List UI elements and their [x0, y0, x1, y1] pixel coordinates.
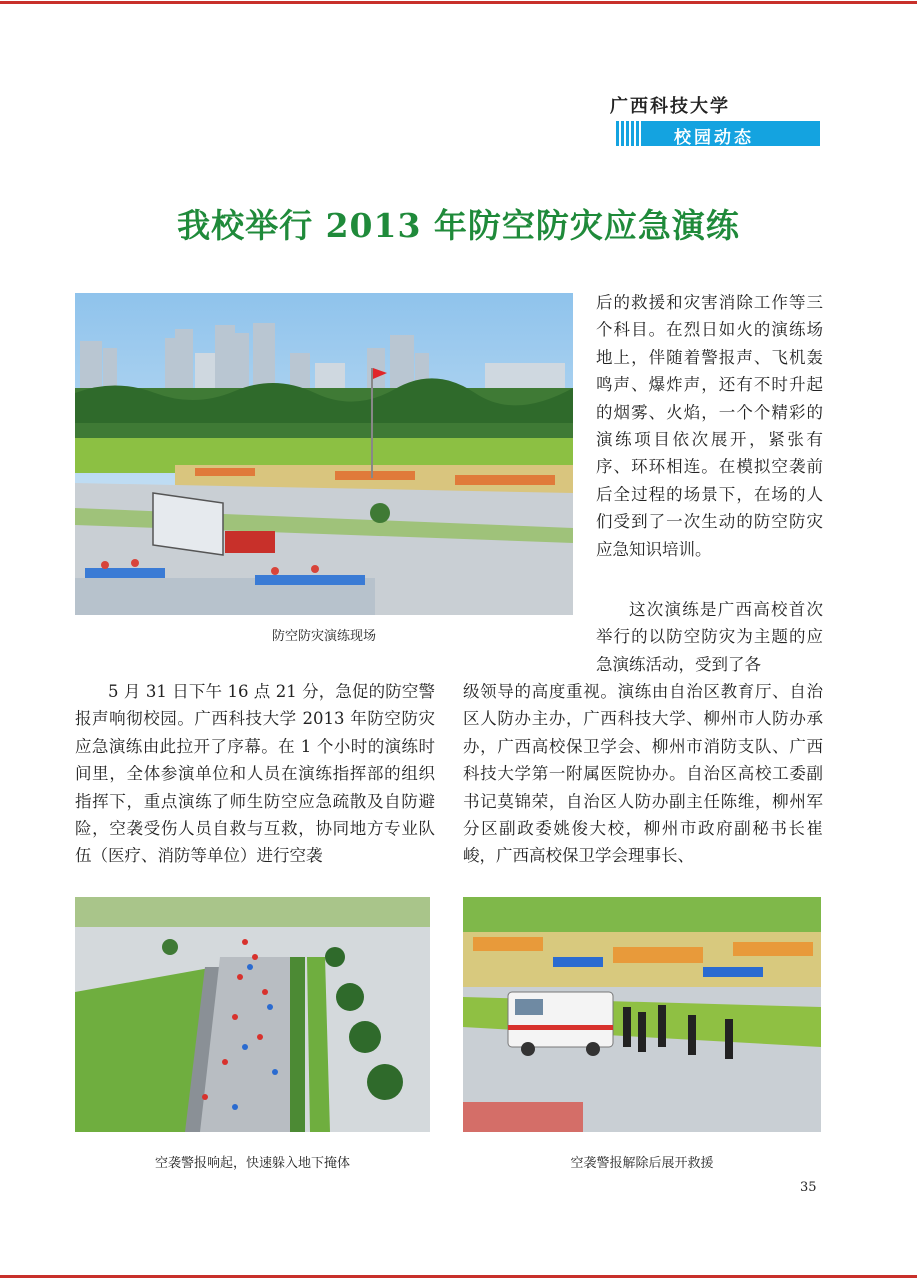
paragraph-right-mid: 这次演练是广西高校首次举行的以防空防灾为主题的应急演练活动，受到了各	[596, 600, 823, 674]
paragraph-left: 5 月 31 日下午 16 点 21 分，急促的防空警报声响彻校园。广西科技大学 2013 年防空防灾应急演练由此拉开了序幕。在 1 个小时的演练时间里，全体参演单位和人员在演练指挥部的组织指挥下，重点演练了师生防空应急疏散及自防避险，空袭受伤人员自救与互救，协同地方专业队伍（医疗、消防等单位）进行空袭	[75, 682, 435, 866]
paragraph-right-cont: 级领导的高度重视。演练由自治区教育厅、自治区人防办主办，广西科技大学、柳州市人防办承办，广西高校保卫学会、柳州市消防支队、广西科技大学第一附属医院协办。自治区高校工委副书记莫锦荣，自治区人防办副主任陈维，柳州军分区副政委姚俊大校，柳州市政府副秘书长崔峻，广西高校保卫学会理事长、	[463, 682, 823, 866]
bottom-border-rule	[0, 1275, 917, 1278]
main-photo-caption: 防空防灾演练现场	[271, 629, 376, 644]
masthead-university: 广西科技大学	[610, 96, 730, 117]
rescue-photo	[463, 897, 821, 1132]
shelter-evacuation-photo	[75, 897, 430, 1132]
paragraph-right-top: 后的救援和灾害消除工作等三个科目。在烈日如火的演练场地上，伴随着警报声、飞机轰鸣声、爆炸声，还有不时升起的烟雾、火焰，一个个精彩的演练项目依次展开，紧张有序、环环相连。在模拟空袭前后全过程的场景下，在场的人们受到了一次生动的防空防灾应急知识培训。	[596, 293, 823, 559]
page-number: 35	[800, 1180, 817, 1195]
main-drill-photo	[75, 293, 573, 615]
masthead-section-label: 校园动态	[674, 128, 754, 146]
stripe-decoration	[614, 121, 644, 146]
shelter-photo-caption: 空袭警报响起，快速躲入地下掩体	[154, 1156, 350, 1171]
rescue-photo-caption: 空袭警报解除后展开救援	[570, 1156, 714, 1171]
article-title: 我校举行 2013 年防空防灾应急演练	[177, 206, 740, 245]
top-border-rule	[0, 1, 917, 4]
masthead-section-bar	[614, 121, 820, 146]
